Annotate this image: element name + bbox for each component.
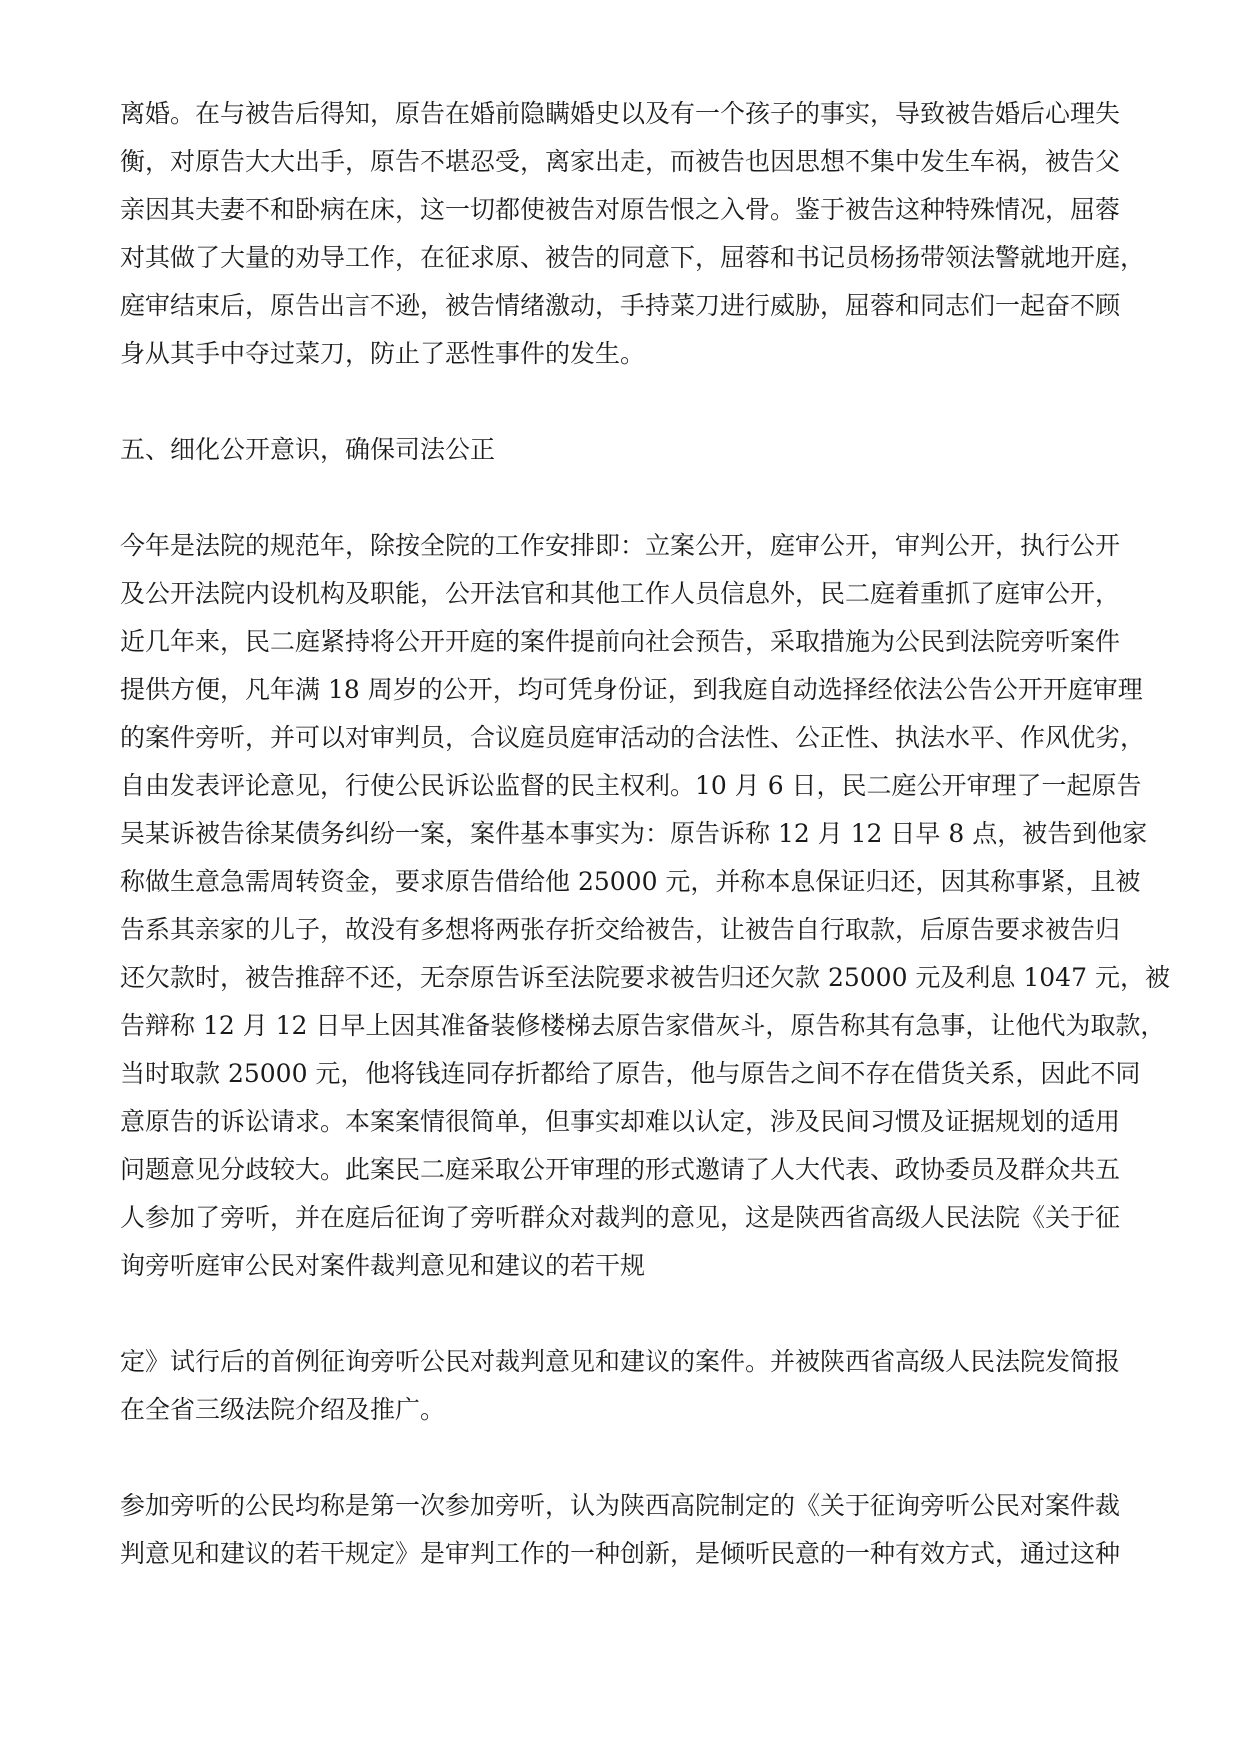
text-line: 当时取款 25000 元，他将钱连同存折都给了原告，他与原告之间不存在借货关系，因此不同 bbox=[120, 1059, 1141, 1088]
text-line: 对其做了大量的劝导工作，在征求原、被告的同意下，屈蓉和书记员杨扬带领法警就地开庭， bbox=[120, 243, 1146, 272]
text-line: 衡，对原告大大出手，原告不堪忍受，离家出走，而被告也因思想不集中发生车祸，被告父 bbox=[120, 147, 1121, 176]
paragraph-gap bbox=[120, 1290, 1120, 1338]
text-line: 还欠款时，被告推辞不还，无奈原告诉至法院要求被告归还欠款 25000 元及利息 1047 元，被 bbox=[120, 963, 1170, 992]
paragraph-gap bbox=[120, 474, 1120, 522]
paragraph-divorce-case bbox=[120, 90, 1146, 378]
text-line: 告系其亲家的儿子，故没有多想将两张存折交给被告，让被告自行取款，后原告要求被告归 bbox=[120, 915, 1121, 944]
section-heading bbox=[120, 426, 1120, 474]
document-page bbox=[120, 90, 1170, 1578]
text-line: 庭审结束后，原告出言不逊，被告情绪激动，手持菜刀进行威胁，屈蓉和同志们一起奋不顾 bbox=[120, 291, 1121, 320]
text-line: 的案件旁听，并可以对审判员，合议庭员庭审活动的合法性、公正性、执法水平、作风优劣， bbox=[120, 723, 1146, 752]
text-line: 亲因其夫妻不和卧病在床，这一切都使被告对原告恨之入骨。鉴于被告这种特殊情况，屈蓉 bbox=[120, 195, 1121, 224]
paragraph-gap bbox=[120, 1434, 1120, 1482]
paragraph-audience-feedback bbox=[120, 1482, 1120, 1578]
text-line: 自由发表评论意见，行使公民诉讼监督的民主权利。10 月 6 日，民二庭公开审理了一起原告 bbox=[120, 771, 1142, 800]
text-line: 吴某诉被告徐某债务纠纷一案，案件基本事实为：原告诉称 12 月 12 日早 8 点，被告到他家 bbox=[120, 819, 1148, 848]
text-line: 近几年来，民二庭紧持将公开开庭的案件提前向社会预告，采取措施为公民到法院旁听案件 bbox=[120, 627, 1121, 656]
text-line: 询旁听庭审公民对案件裁判意见和建议的若干规 bbox=[120, 1251, 646, 1280]
paragraph-gap bbox=[120, 378, 1120, 426]
text-line: 提供方便，凡年满 18 周岁的公开，均可凭身份证，到我庭自动选择经依法公告公开开庭审理 bbox=[120, 675, 1143, 704]
text-line: 离婚。在与被告后得知，原告在婚前隐瞒婚史以及有一个孩子的事实，导致被告婚后心理失 bbox=[120, 99, 1121, 128]
text-line: 人参加了旁听，并在庭后征询了旁听群众对裁判的意见，这是陕西省高级人民法院《关于征 bbox=[120, 1203, 1121, 1232]
text-line: 称做生意急需周转资金，要求原告借给他 25000 元，并称本息保证归还，因其称事紧，且被 bbox=[120, 867, 1141, 896]
text-line: 身从其手中夺过菜刀，防止了恶性事件的发生。 bbox=[120, 339, 646, 368]
text-line: 定》试行后的首例征询旁听公民对裁判意见和建议的案件。并被陕西省高级人民法院发简报 bbox=[120, 1347, 1121, 1376]
text-line: 告辩称 12 月 12 日早上因其准备装修楼梯去原告家借灰斗，原告称其有急事，让他代为取款， bbox=[120, 1011, 1166, 1040]
paragraph-public-trial bbox=[120, 522, 1170, 1290]
text-line: 在全省三级法院介绍及推广。 bbox=[120, 1395, 446, 1424]
text-line: 今年是法院的规范年，除按全院的工作安排即：立案公开，庭审公开，审判公开，执行公开 bbox=[120, 531, 1121, 560]
paragraph-continuation bbox=[120, 1338, 1120, 1434]
section-heading-text: 五、细化公开意识，确保司法公正 bbox=[120, 435, 496, 464]
text-line: 参加旁听的公民均称是第一次参加旁听，认为陕西高院制定的《关于征询旁听公民对案件裁 bbox=[120, 1491, 1121, 1520]
text-line: 问题意见分歧较大。此案民二庭采取公开审理的形式邀请了人大代表、政协委员及群众共五 bbox=[120, 1155, 1121, 1184]
text-line: 及公开法院内设机构及职能，公开法官和其他工作人员信息外，民二庭着重抓了庭审公开， bbox=[120, 579, 1121, 608]
text-line: 判意见和建议的若干规定》是审判工作的一种创新，是倾听民意的一种有效方式，通过这种 bbox=[120, 1539, 1121, 1568]
text-line: 意原告的诉讼请求。本案案情很简单，但事实却难以认定，涉及民间习惯及证据规划的适用 bbox=[120, 1107, 1121, 1136]
